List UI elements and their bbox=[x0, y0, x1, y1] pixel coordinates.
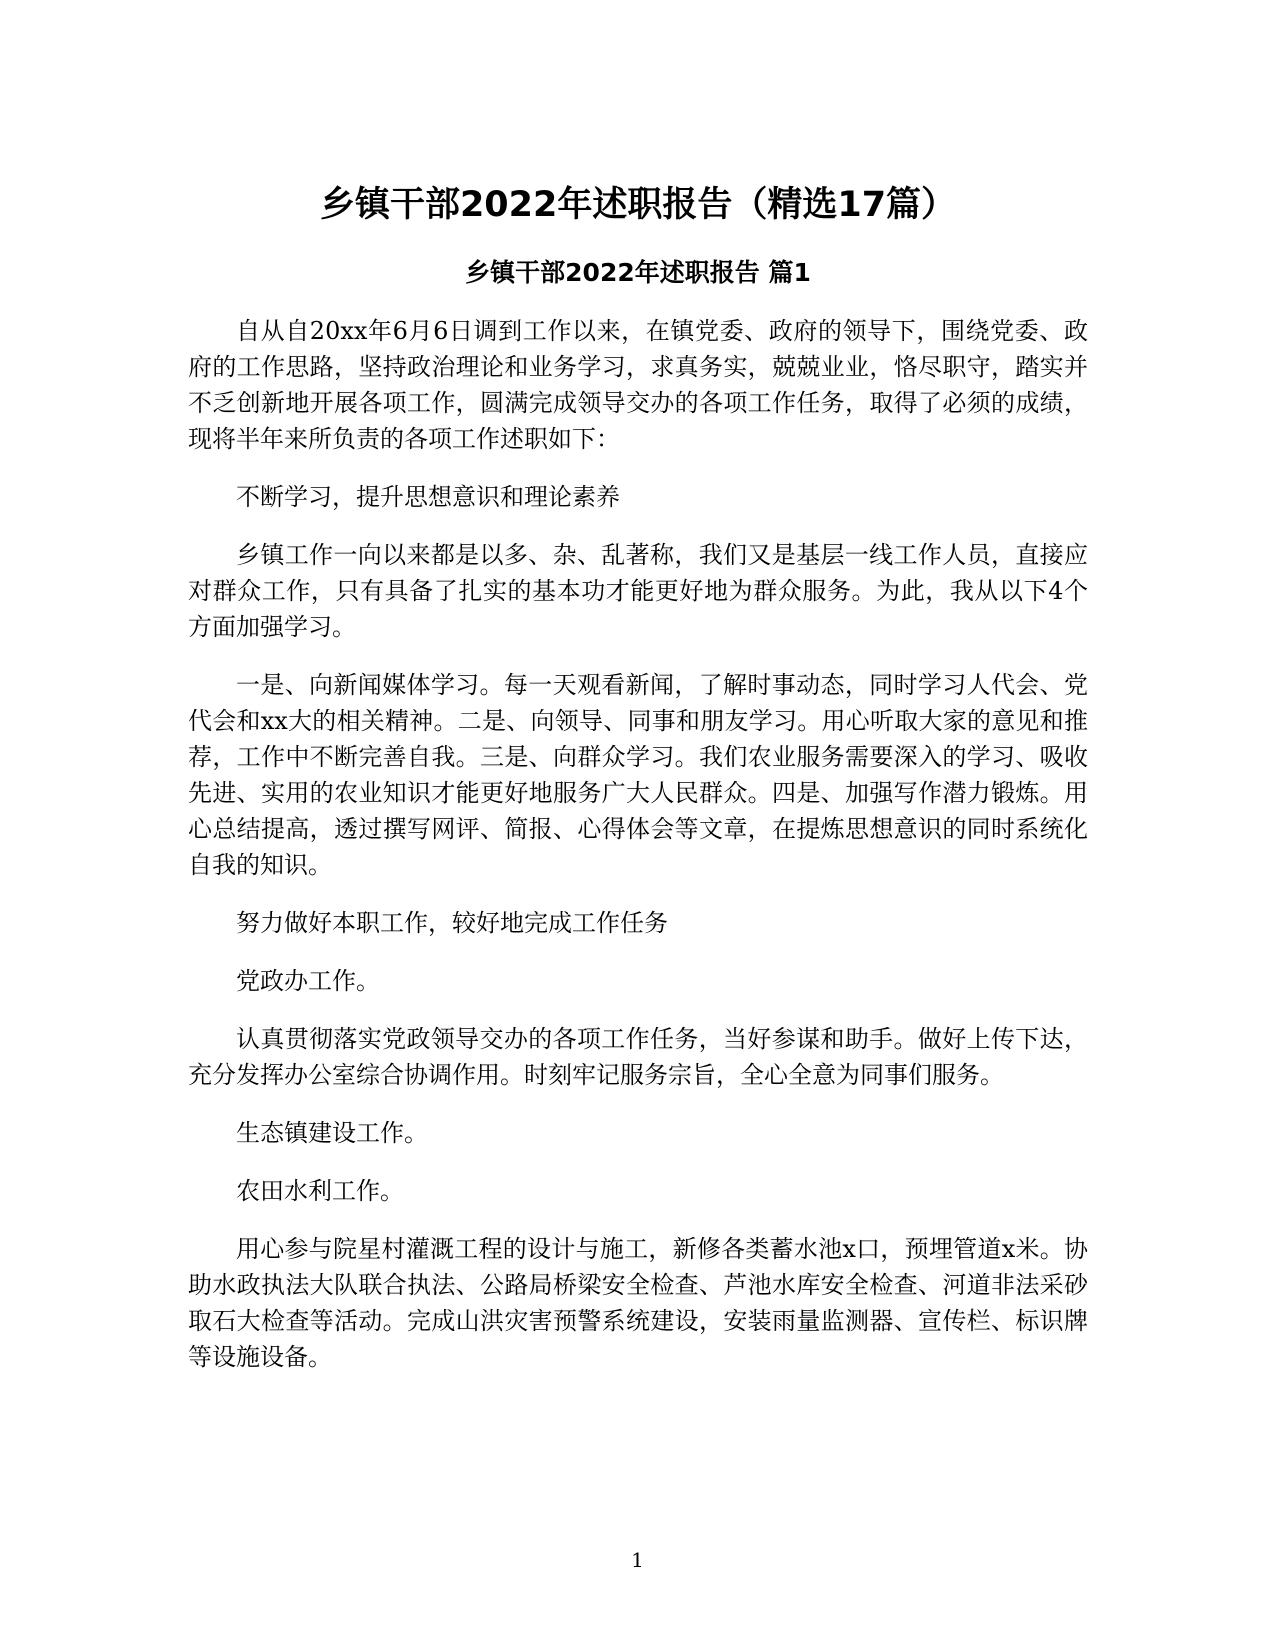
document-title: 乡镇干部2022年述职报告（精选17篇） bbox=[319, 185, 957, 225]
paragraph-intro: 自从自20xx年6月6日调到工作以来，在镇党委、政府的领导下，围绕党委、政府的工作思路，坚持政治理论和业务学习，求真务实，兢兢业业，恪尽职守，踏实并不乏创新地开展各项工作，圆满完成领导交办的各项工作任务，取得了必须的成绩，现将半年来所负责的各项工作述职如下： bbox=[188, 317, 1088, 453]
paragraph-eco-town: 生态镇建设工作。 bbox=[236, 1119, 428, 1147]
paragraph-study-methods: 一是、向新闻媒体学习。每一天观看新闻，了解时事动态，同时学习人代会、党代会和xx大的相关精神。二是、向领导、同事和朋友学习。用心听取大家的意见和推荐，工作中不断完善自我。三是、向群众学习。我们农业服务需要深入的学习、吸收先进、实用的农业知识才能更好地服务广大人民群众。四是、加强写作潜力锻炼。用心总结提高，透过撰写网评、简报、心得体会等文章，在提炼思想意识的同时系统化自我的知识。 bbox=[188, 671, 1088, 879]
paragraph-study-reason: 乡镇工作一向以来都是以多、杂、乱著称，我们又是基层一线工作人员，直接应对群众工作，只有具备了扎实的基本功才能更好地为群众服务。为此，我从以下4个方面加强学习。 bbox=[188, 541, 1088, 641]
paragraph-heading-study: 不断学习，提升思想意识和理论素养 bbox=[236, 483, 620, 511]
paragraph-water-conservancy: 农田水利工作。 bbox=[236, 1177, 404, 1205]
paragraph-heading-duties: 努力做好本职工作，较好地完成工作任务 bbox=[236, 909, 668, 937]
document-body bbox=[188, 175, 1088, 1375]
section-title: 乡镇干部2022年述职报告 篇1 bbox=[465, 258, 811, 287]
paragraph-party-office: 党政办工作。 bbox=[236, 967, 380, 995]
paragraph-party-office-detail: 认真贯彻落实党政领导交办的各项工作任务，当好参谋和助手。做好上传下达，充分发挥办公室综合协调作用。时刻牢记服务宗旨，全心全意为同事们服务。 bbox=[188, 1025, 1088, 1089]
paragraph-water-detail: 用心参与院星村灌溉工程的设计与施工，新修各类蓄水池x口，预埋管道x米。协助水政执法大队联合执法、公路局桥梁安全检查、芦池水库安全检查、河道非法采砂取石大检查等活动。完成山洪灾害预警系统建设，安装雨量监测器、宣传栏、标识牌等设施设备。 bbox=[188, 1235, 1088, 1371]
page-number: 1 bbox=[631, 1548, 644, 1572]
